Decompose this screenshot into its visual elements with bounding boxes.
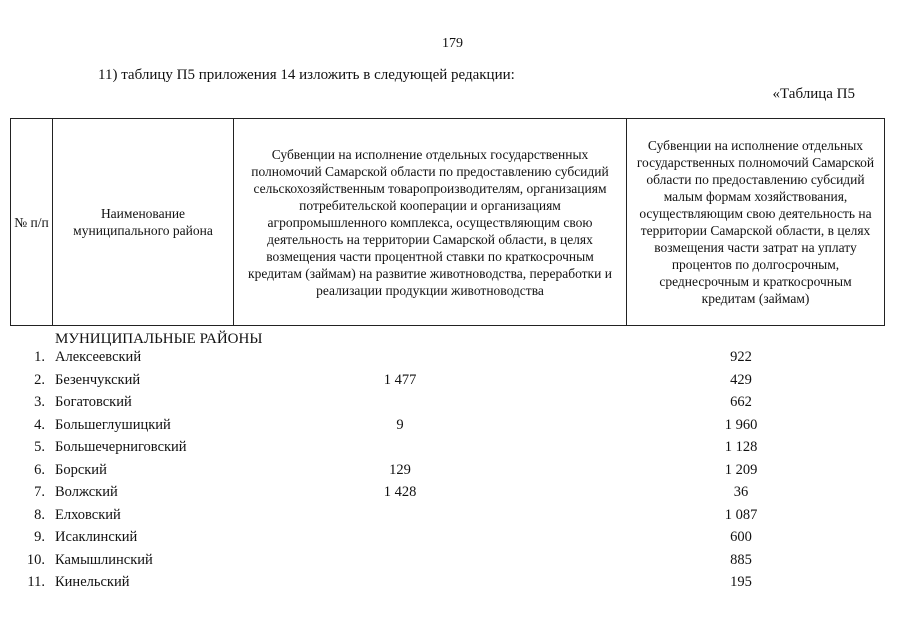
row-number: 11.: [27, 574, 45, 590]
subvention-2-value: 1 960: [724, 416, 758, 433]
row-number: 7.: [34, 484, 45, 500]
district-name: Кинельский: [55, 574, 130, 590]
table-row: [0, 437, 905, 460]
row-number: 8.: [34, 506, 45, 523]
subvention-1-value: 1 477: [383, 371, 417, 388]
table-row: [0, 550, 905, 573]
district-name: Елховский: [55, 506, 121, 523]
table-row: [0, 370, 905, 393]
table-row: [0, 415, 905, 438]
district-name: Большечерниговский: [55, 439, 187, 455]
district-name: Камышлинский: [55, 551, 153, 568]
table-row: [0, 482, 905, 505]
section-title: МУНИЦИПАЛЬНЫЕ РАЙОНЫ: [55, 331, 263, 347]
subvention-2-value: 600: [730, 529, 752, 545]
table-caption: «Таблица П5: [772, 86, 855, 102]
table-row: [0, 505, 905, 528]
table-row: [0, 347, 905, 370]
district-name: Исаклинский: [55, 529, 138, 545]
table-header: [10, 118, 885, 326]
district-name: Борский: [55, 461, 107, 478]
table-row: [0, 460, 905, 483]
row-number: 2.: [34, 371, 45, 388]
header-number: № п/п: [11, 119, 53, 326]
subvention-2-value: 1 087: [724, 506, 758, 523]
subvention-2-value: 1 209: [724, 461, 758, 478]
row-number: 4.: [34, 416, 45, 433]
row-number: 9.: [34, 529, 45, 545]
district-name: Большеглушицкий: [55, 416, 171, 433]
district-name: Богатовский: [55, 394, 132, 410]
district-name: Безенчукский: [55, 371, 141, 388]
subvention-1-value: 1 428: [383, 484, 417, 500]
subvention-2-value: 429: [730, 371, 752, 388]
page-number: 179: [442, 36, 463, 51]
subvention-1-value: 9: [396, 416, 404, 433]
header-row: [11, 119, 885, 326]
district-name: Алексеевский: [55, 349, 142, 365]
table-row: [0, 572, 905, 595]
district-name: Волжский: [55, 484, 118, 500]
row-number: 1.: [34, 349, 45, 365]
subvention-2-value: 922: [730, 349, 752, 365]
intro-text: 11) таблицу П5 приложения 14 изложить в следующей редакции:: [98, 67, 515, 83]
subvention-2-value: 885: [730, 551, 752, 568]
header-subvention-2: Субвенции на исполнение отдельных государственных полномочий Самарской области по предоставлению субсидий малым формам хозяйствования, осуществляющим свою деятельность на территории Самарской области, в целях возмещения части затрат на уплату процентов по долгосрочным, среднесрочным и краткосрочным кредитам (займам): [627, 119, 885, 326]
header-subvention-1: Субвенции на исполнение отдельных государственных полномочий Самарской области по предоставлению субсидий сельскохозяйственным товаропроизводителям, организациям потребительской кооперации и организациям агропромышленного комплекса, осуществляющим свою деятельность на территории Самарской области, в целях возмещения части процентной ставки по краткосрочным кредитам (займам) на развитие животноводства, переработки и реализации продукции животноводства: [234, 119, 627, 326]
row-number: 10.: [26, 551, 45, 568]
table-row: [0, 527, 905, 550]
row-number: 5.: [34, 439, 45, 455]
subvention-2-value: 662: [730, 394, 752, 410]
table-body: [0, 347, 905, 595]
row-number: 6.: [34, 461, 45, 478]
header-district-name: Наименование муниципального района: [53, 119, 234, 326]
subvention-1-value: 129: [389, 461, 411, 478]
subvention-2-value: 195: [730, 574, 752, 590]
subvention-2-value: 1 128: [724, 439, 758, 455]
row-number: 3.: [34, 394, 45, 410]
subvention-2-value: 36: [733, 484, 749, 500]
table-row: [0, 392, 905, 415]
